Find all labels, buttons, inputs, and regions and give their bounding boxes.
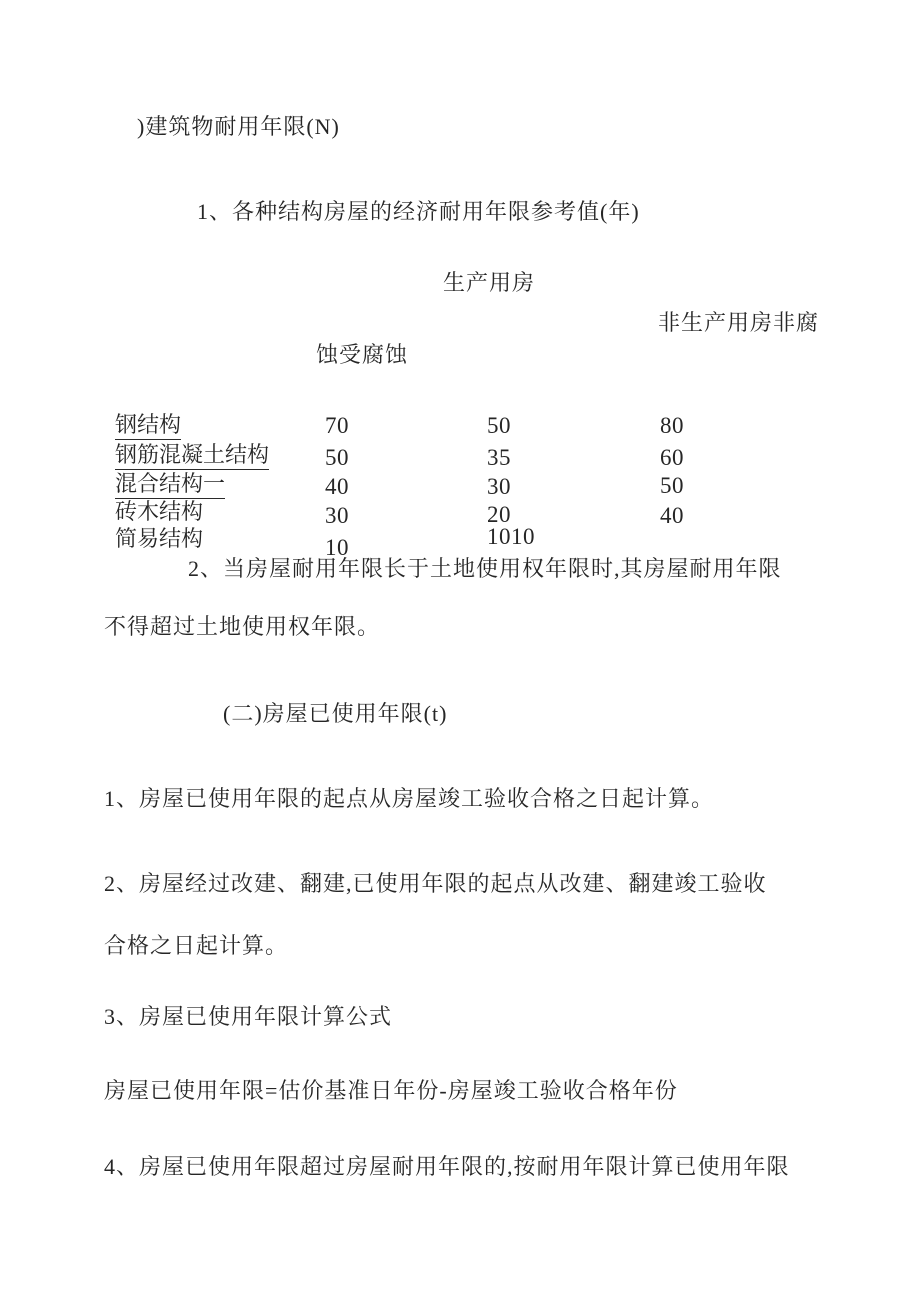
paragraph-item2-line2: 不得超过土地使用权年限。 bbox=[104, 614, 381, 639]
paragraph-item2-line1: 2、当房屋耐用年限长于土地使用权年限时,其房屋耐用年限 bbox=[188, 556, 782, 581]
section1-heading: 1、各种结构房屋的经济耐用年限参考值(年) bbox=[197, 199, 640, 224]
table-header-nonproduction-line2: 蚀受腐蚀 bbox=[316, 342, 409, 367]
table-row-label-reinforced-concrete bbox=[115, 442, 269, 470]
section2-heading: (二)房屋已使用年限(t) bbox=[223, 701, 448, 726]
table-header-production: 生产用房 bbox=[443, 270, 536, 295]
table-cell-value: 1010 bbox=[487, 524, 535, 549]
table-row-label-mixed bbox=[115, 471, 225, 499]
table-row-label-steel bbox=[115, 412, 181, 440]
table-cell-value: 70 bbox=[325, 413, 349, 438]
table-row-label-text: 砖木结构 bbox=[115, 499, 204, 524]
table-cell-value: 50 bbox=[660, 473, 684, 498]
paragraph-usage-item3: 3、房屋已使用年限计算公式 bbox=[104, 1004, 393, 1029]
table-cell-value: 30 bbox=[325, 503, 349, 528]
table-cell-value: 10 bbox=[325, 536, 349, 556]
paragraph-usage-item2-line1: 2、房屋经过改建、翻建,已使用年限的起点从改建、翻建竣工验收 bbox=[104, 871, 767, 896]
table-row-label-text: 钢结构 bbox=[115, 412, 181, 440]
table-row-label-brick-wood bbox=[115, 499, 203, 525]
table-cell-value: 40 bbox=[660, 504, 684, 524]
paragraph-formula: 房屋已使用年限=估价基准日年份-房屋竣工验收合格年份 bbox=[104, 1078, 678, 1103]
table-cell-value: 40 bbox=[325, 474, 349, 499]
table-cell-value: 20 bbox=[487, 503, 511, 524]
table-cell-clipped bbox=[325, 536, 385, 556]
table-cell-value: 60 bbox=[660, 445, 684, 470]
paragraph-usage-item4: 4、房屋已使用年限超过房屋耐用年限的,按耐用年限计算已使用年限 bbox=[104, 1154, 790, 1179]
table-cell-clipped bbox=[660, 504, 720, 524]
paragraph-usage-item1: 1、房屋已使用年限的起点从房屋竣工验收合格之日起计算。 bbox=[104, 786, 715, 811]
table-row-label-text: 混合结构一 bbox=[115, 471, 225, 499]
table-header-nonproduction-line1: 非生产用房非腐 bbox=[658, 310, 820, 335]
table-cell-value: 50 bbox=[487, 413, 511, 438]
table-row-label-simple bbox=[115, 526, 203, 552]
table-cell-clipped bbox=[487, 503, 547, 524]
table-cell-value: 50 bbox=[325, 445, 349, 470]
table-row-label-text: 简易结构 bbox=[115, 526, 204, 551]
table-cell-value: 80 bbox=[660, 413, 684, 438]
table-cell-value: 35 bbox=[487, 445, 511, 470]
heading-durability-years: )建筑物耐用年限(N) bbox=[137, 114, 340, 139]
paragraph-usage-item2-line2: 合格之日起计算。 bbox=[104, 933, 289, 958]
table-cell-value: 30 bbox=[487, 474, 511, 499]
table-row-label-text: 钢筋混凝土结构 bbox=[115, 442, 269, 470]
